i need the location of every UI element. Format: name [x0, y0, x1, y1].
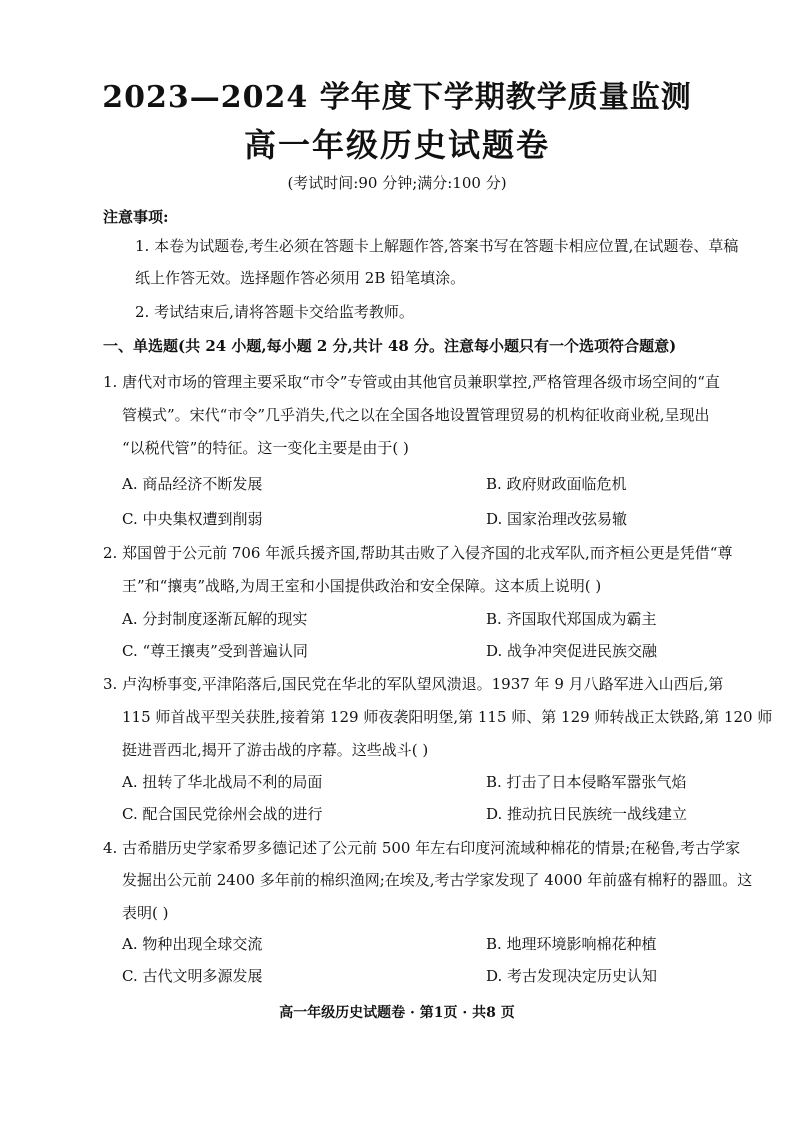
exam-info: (考试时间:90 分钟;满分:100 分) — [287, 174, 507, 192]
section-heading: 一、单选题(共 24 小题,每小题 2 分,共计 48 分。注意每小题只有一个选项符合题意) — [103, 337, 677, 355]
question-2-option-c: C. “尊王攘夷”受到普遍认同 — [122, 642, 308, 660]
question-3-option-d: D. 推动抗日民族统一战线建立 — [486, 805, 688, 823]
notice-item-1-line-1: 1. 本卷为试题卷,考生必须在答题卡上解题作答,答案书写在答题卡相应位置,在试题卷、草稿 — [135, 237, 739, 255]
question-4-line-2: 发掘出公元前 2400 多年前的棉织渔网;在埃及,考古学家发现了 4000 年前盛有棉籽的器皿。这 — [122, 871, 753, 889]
notice-title: 注意事项: — [103, 208, 169, 226]
notice-item-2: 2. 考试结束后,请将答题卡交给监考教师。 — [135, 303, 414, 321]
question-3-option-a: A. 扭转了华北战局不利的局面 — [122, 773, 323, 791]
question-4-option-a: A. 物种出现全球交流 — [122, 935, 263, 953]
question-1-line-1: 1. 唐代对市场的管理主要采取“市令”专管或由其他官员兼职掌控,严格管理各级市场空间的“直 — [103, 373, 720, 391]
question-4-option-b: B. 地理环境影响棉花种植 — [486, 935, 657, 953]
question-3-option-c: C. 配合国民党徐州会战的进行 — [122, 805, 323, 823]
page-footer: 高一年级历史试题卷 · 第1页 · 共8 页 — [279, 1005, 515, 1021]
question-3-line-2: 115 师首战平型关获胜,接着第 129 师夜袭阳明堡,第 115 师、第 129 师转战正太铁路,第 120 师 — [122, 708, 773, 726]
question-4-line-3: 表明( ) — [122, 904, 169, 922]
question-4-option-c: C. 古代文明多源发展 — [122, 967, 263, 985]
question-1-option-a: A. 商品经济不断发展 — [122, 475, 263, 493]
question-2-option-b: B. 齐国取代郑国成为霸主 — [486, 610, 657, 628]
question-1-option-d: D. 国家治理改弦易辙 — [486, 510, 628, 528]
question-1-line-2: 管模式”。宋代“市令”几乎消失,代之以在全国各地设置管理贸易的机构征收商业税,呈现出 — [122, 406, 710, 424]
question-1-option-c: C. 中央集权遭到削弱 — [122, 510, 263, 528]
question-2-option-d: D. 战争冲突促进民族交融 — [486, 642, 658, 660]
question-2-option-a: A. 分封制度逐渐瓦解的现实 — [122, 610, 308, 628]
notice-item-1-line-2: 纸上作答无效。选择题作答必须用 2B 铅笔填涂。 — [135, 269, 466, 287]
question-2-line-2: 王”和“攘夷”战略,为周王室和小国提供政治和安全保障。这本质上说明( ) — [122, 577, 602, 595]
question-4-line-1: 4. 古希腊历史学家希罗多德记述了公元前 500 年左右印度河流域种棉花的情景;在秘鲁,考古学家 — [103, 839, 741, 857]
question-2-line-1: 2. 郑国曾于公元前 706 年派兵援齐国,帮助其击败了入侵齐国的北戎军队,而齐桓公更是凭借“尊 — [103, 544, 733, 562]
exam-title: 2023—2024 学年度下学期教学质量监测 — [102, 80, 692, 115]
question-3-line-3: 挺进晋西北,揭开了游击战的序幕。这些战斗( ) — [122, 741, 429, 759]
question-4-option-d: D. 考古发现决定历史认知 — [486, 967, 658, 985]
question-3-line-1: 3. 卢沟桥事变,平津陷落后,国民党在华北的军队望风溃退。1937 年 9 月八路军进入山西后,第 — [103, 675, 724, 693]
question-1-line-3: “以税代管”的特征。这一变化主要是由于( ) — [122, 439, 409, 457]
question-1-option-b: B. 政府财政面临危机 — [486, 475, 627, 493]
exam-subtitle: 高一年级历史试题卷 — [243, 126, 550, 164]
question-3-option-b: B. 打击了日本侵略军嚣张气焰 — [486, 773, 687, 791]
